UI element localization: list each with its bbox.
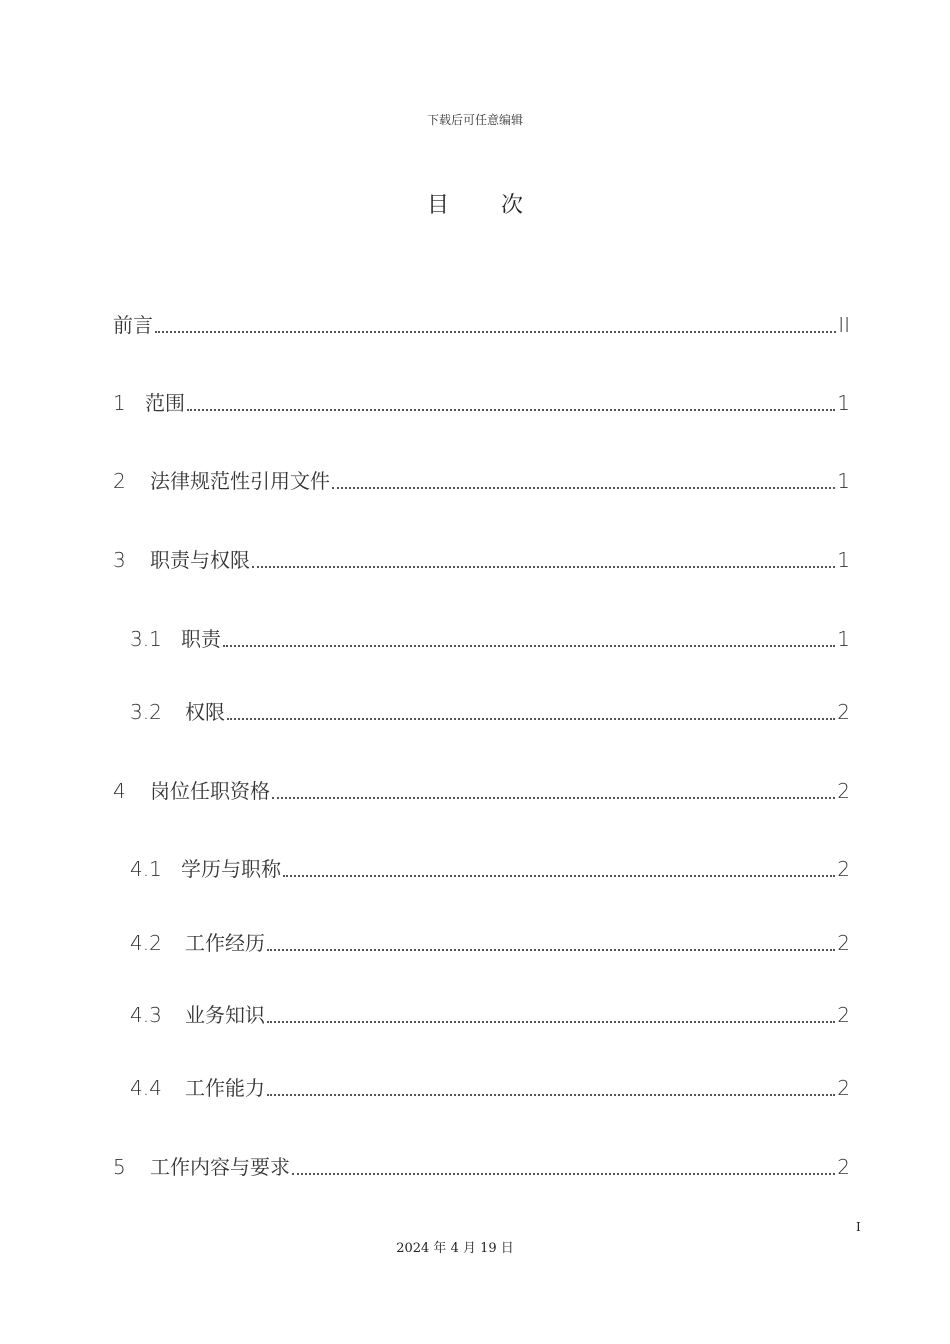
toc-entry-text: 工作能力	[185, 1076, 265, 1100]
toc-leader-dots	[272, 779, 835, 799]
toc-entry-page: 2	[837, 1155, 850, 1179]
toc-entry-text: 职责	[181, 627, 221, 651]
toc-entry-number: 4.3	[130, 1003, 162, 1027]
toc-leader-dots	[267, 931, 835, 951]
toc-entry-text: 学历与职称	[181, 857, 281, 881]
toc-entry-number: 2	[113, 469, 126, 493]
toc-entry-page: 2	[837, 700, 850, 724]
toc-entry-text: 权限	[185, 700, 225, 724]
toc-entry-page: 2	[837, 779, 850, 803]
toc-entry-number: 4.2	[130, 931, 162, 955]
toc-leader-dots	[155, 313, 836, 333]
toc-entry-number: 4.1	[130, 857, 162, 881]
toc-leader-dots	[252, 548, 835, 568]
toc-entry-4-2[interactable]	[130, 927, 850, 957]
toc-entry-page: 2	[837, 857, 850, 881]
toc-leader-dots	[223, 627, 835, 647]
toc-entry-3[interactable]	[113, 544, 850, 574]
toc-title	[0, 188, 950, 219]
toc-entry-1[interactable]	[113, 387, 850, 417]
toc-entry-text: 工作经历	[185, 931, 265, 955]
toc-entry-number: 1	[113, 391, 126, 415]
toc-entry-3-1[interactable]	[130, 623, 850, 653]
page-number: I	[856, 1220, 861, 1234]
toc-entry-number: 3.2	[130, 700, 162, 724]
toc-entry-text: 岗位任职资格	[150, 779, 270, 803]
toc-entry-text: 工作内容与要求	[150, 1155, 290, 1179]
toc-entry-text: 业务知识	[185, 1003, 265, 1027]
toc-title-right: 次	[501, 193, 524, 218]
toc-entry-3-2[interactable]	[130, 696, 850, 726]
toc-entry-page: II	[838, 313, 850, 337]
toc-entry-number: 3	[113, 548, 126, 572]
toc-entry-text: 范围	[145, 391, 185, 415]
toc-entry-preface[interactable]	[113, 309, 850, 339]
page-footer-date: 2024 年 4 月 19 日	[396, 1241, 514, 1256]
page-header: 下载后可任意编辑	[426, 113, 523, 127]
toc-entry-page: 1	[837, 548, 850, 572]
toc-leader-dots	[283, 857, 835, 877]
toc-entry-4-1[interactable]	[130, 853, 850, 883]
toc-entry-number: 3.1	[130, 627, 162, 651]
toc-entry-number: 5	[113, 1155, 126, 1179]
toc-entry-page: 1	[837, 469, 850, 493]
toc-entry-page: 2	[837, 1003, 850, 1027]
toc-entry-page: 2	[837, 931, 850, 955]
toc-entry-2[interactable]	[113, 465, 850, 495]
toc-entry-4[interactable]	[113, 775, 850, 805]
toc-entry-page: 2	[837, 1076, 850, 1100]
toc-entry-5[interactable]	[113, 1151, 850, 1181]
toc-entry-number: 4.4	[130, 1076, 162, 1100]
toc-leader-dots	[292, 1155, 835, 1175]
toc-leader-dots	[227, 700, 835, 720]
toc-entry-page: 1	[837, 391, 850, 415]
toc-entry-page: 1	[837, 627, 850, 651]
toc-entry-4-4[interactable]	[130, 1072, 850, 1102]
toc-leader-dots	[267, 1003, 835, 1023]
toc-leader-dots	[187, 391, 835, 411]
toc-title-left: 目	[426, 193, 449, 218]
toc-entry-text: 法律规范性引用文件	[150, 469, 330, 493]
toc-leader-dots	[267, 1076, 835, 1096]
toc-entry-text: 前言	[113, 313, 153, 337]
toc-entry-4-3[interactable]	[130, 999, 850, 1029]
toc-leader-dots	[332, 469, 835, 489]
toc-entry-number: 4	[113, 779, 126, 803]
toc-entry-text: 职责与权限	[150, 548, 250, 572]
